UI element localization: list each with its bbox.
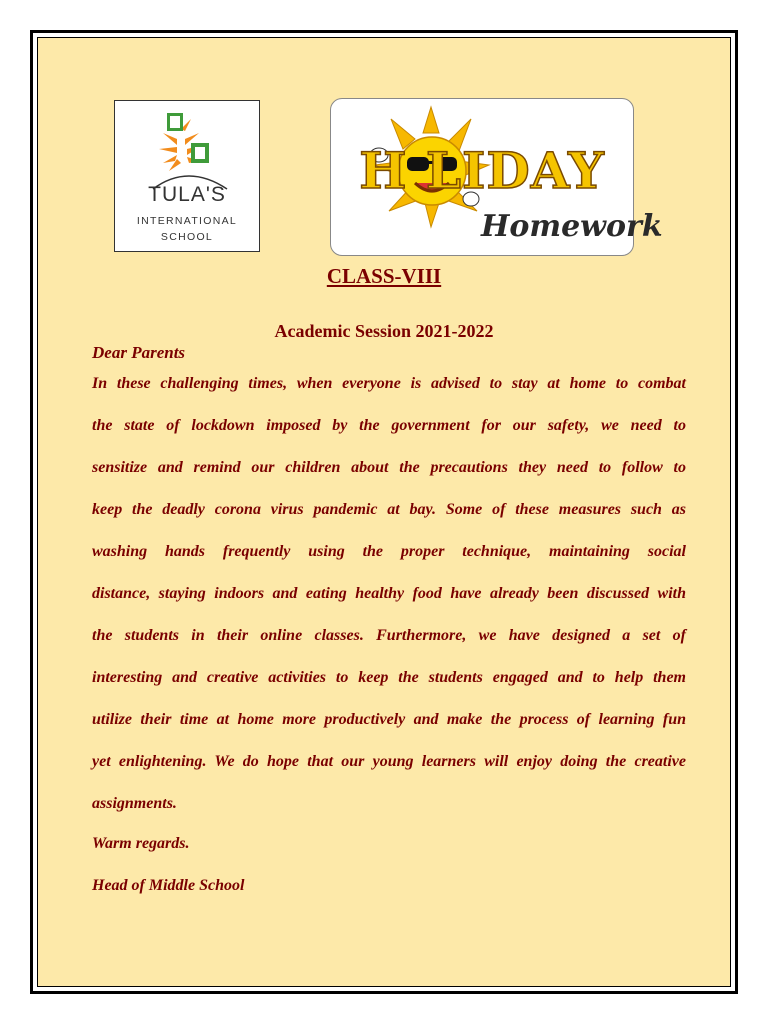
letter-line: keep the deadly corona virus pandemic at bay. Some of these measures such as — [92, 501, 686, 518]
closing-regards: Warm regards. — [92, 835, 190, 852]
letter-line: sensitize and remind our children about the precautions they need to follow to — [92, 459, 686, 476]
letter-line: interesting and creative activities to keep the students engaged and to help them — [92, 669, 686, 686]
class-title: CLASS-VIII — [326, 264, 442, 288]
letter-line: washing hands frequently using the proper technique, maintaining social — [92, 543, 686, 560]
holiday-homework-banner — [330, 98, 663, 256]
letter-line: In these challenging times, when everyone is advised to stay at home to combat — [92, 375, 686, 392]
school-name-line1: INTERNATIONAL — [136, 215, 238, 227]
letter-line: the state of lockdown imposed by the government for our safety, we need to — [92, 417, 686, 434]
salutation: Dear Parents — [92, 343, 186, 362]
signature: Head of Middle School — [92, 877, 245, 894]
homework-word: Homework — [481, 209, 663, 244]
academic-session: Academic Session 2021-2022 — [274, 321, 494, 341]
letter-line: assignments. — [92, 795, 177, 812]
school-logo — [114, 100, 260, 252]
letter-line: utilize their time at home more productively and make the process of learning fun — [92, 711, 686, 728]
holiday-word: H LIDAY — [359, 141, 605, 200]
letter-line: distance, staying indoors and eating healthy food have already been discussed with — [92, 585, 686, 602]
school-name-line2: SCHOOL — [160, 231, 214, 243]
letter-line: yet enlightening. We do hope that our young learners will enjoy doing the creative — [92, 753, 686, 770]
page-content — [37, 37, 731, 987]
letter-line: the students in their online classes. Furthermore, we have designed a set of — [92, 627, 686, 644]
page-border — [30, 30, 738, 994]
school-name: TULA'S — [148, 183, 226, 206]
